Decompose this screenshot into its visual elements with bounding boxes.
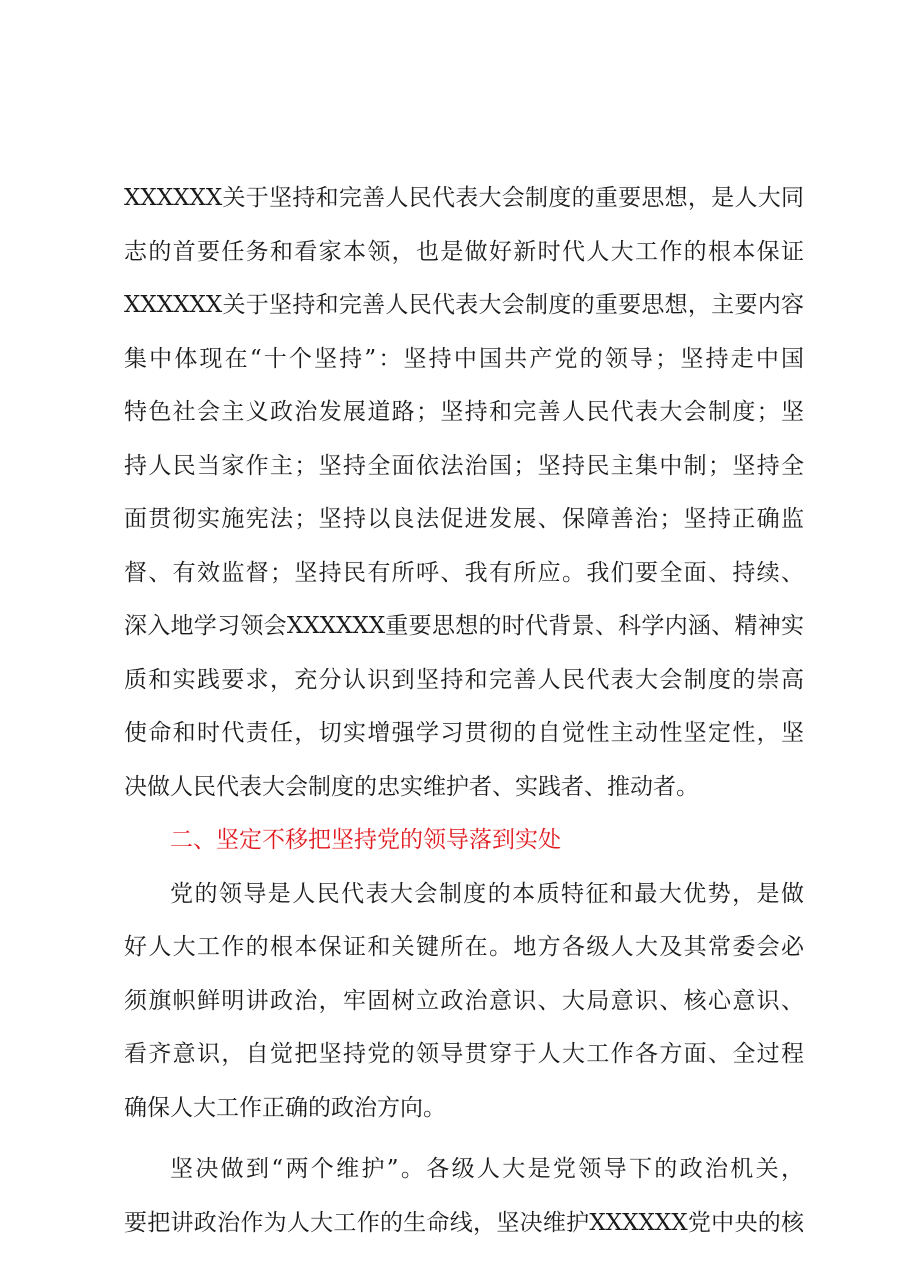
- paragraph-line: 须旗帜鲜明讲政治，牢固树立政治意识、大局意识、核心意识、: [124, 987, 804, 1014]
- section-heading: 二、坚定不移把坚持党的领导落到实处: [170, 827, 561, 853]
- paragraph-line: 面贯彻实施宪法；坚持以良法促进发展、保障善治；坚持正确监: [124, 506, 804, 532]
- paragraph-line: 集中体现在“十个坚持”：坚持中国共产党的领导；坚持走中国: [124, 345, 804, 372]
- paragraph-spacer: [124, 1141, 804, 1149]
- paragraph-3: [124, 1149, 804, 1256]
- paragraph-line: 确保人大工作正确的政治方向。: [124, 1094, 446, 1121]
- paragraph-1: [124, 178, 804, 820]
- paragraph-line: 志的首要任务和看家本领，也是做好新时代人大工作的根本保证: [124, 238, 804, 265]
- paragraph-line: 坚决做到“两个维护”。各级人大是党领导下的政治机关，: [170, 1156, 804, 1182]
- paragraph-line: XXXXXX关于坚持和完善人民代表大会制度的重要思想，主要内容: [124, 292, 804, 318]
- paragraph-line: 持人民当家作主；坚持全面依法治国；坚持民主集中制；坚持全: [124, 452, 804, 479]
- paragraph-line: XXXXXX关于坚持和完善人民代表大会制度的重要思想，是人大同: [124, 185, 804, 211]
- document-body: [124, 178, 804, 1256]
- paragraph-line: 督、有效监督；坚持民有所呼、我有所应。我们要全面、持续、: [124, 559, 804, 586]
- paragraph-2: [124, 874, 804, 1142]
- paragraph-line: 好人大工作的根本保证和关键所在。地方各级人大及其常委会必: [124, 934, 804, 960]
- paragraph-line: 党的领导是人民代表大会制度的本质特征和最大优势，是做: [170, 880, 804, 907]
- paragraph-line: 要把讲政治作为人大工作的生命线，坚决维护XXXXXX党中央的核: [124, 1209, 804, 1236]
- paragraph-line: 特色社会主义政治发展道路；坚持和完善人民代表大会制度；坚: [124, 399, 804, 425]
- paragraph-line: 决做人民代表大会制度的忠实维护者、实践者、推动者。: [124, 773, 699, 800]
- paragraph-line: 深入地学习领会XXXXXX重要思想的时代背景、科学内涵、精神实: [124, 613, 804, 639]
- paragraph-line: 使命和时代责任，切实增强学习贯彻的自觉性主动性坚定性，坚: [124, 720, 804, 746]
- paragraph-line: 看齐意识，自觉把坚持党的领导贯穿于人大工作各方面、全过程: [124, 1041, 804, 1067]
- paragraph-line: 质和实践要求，充分认识到坚持和完善人民代表大会制度的崇高: [124, 666, 804, 693]
